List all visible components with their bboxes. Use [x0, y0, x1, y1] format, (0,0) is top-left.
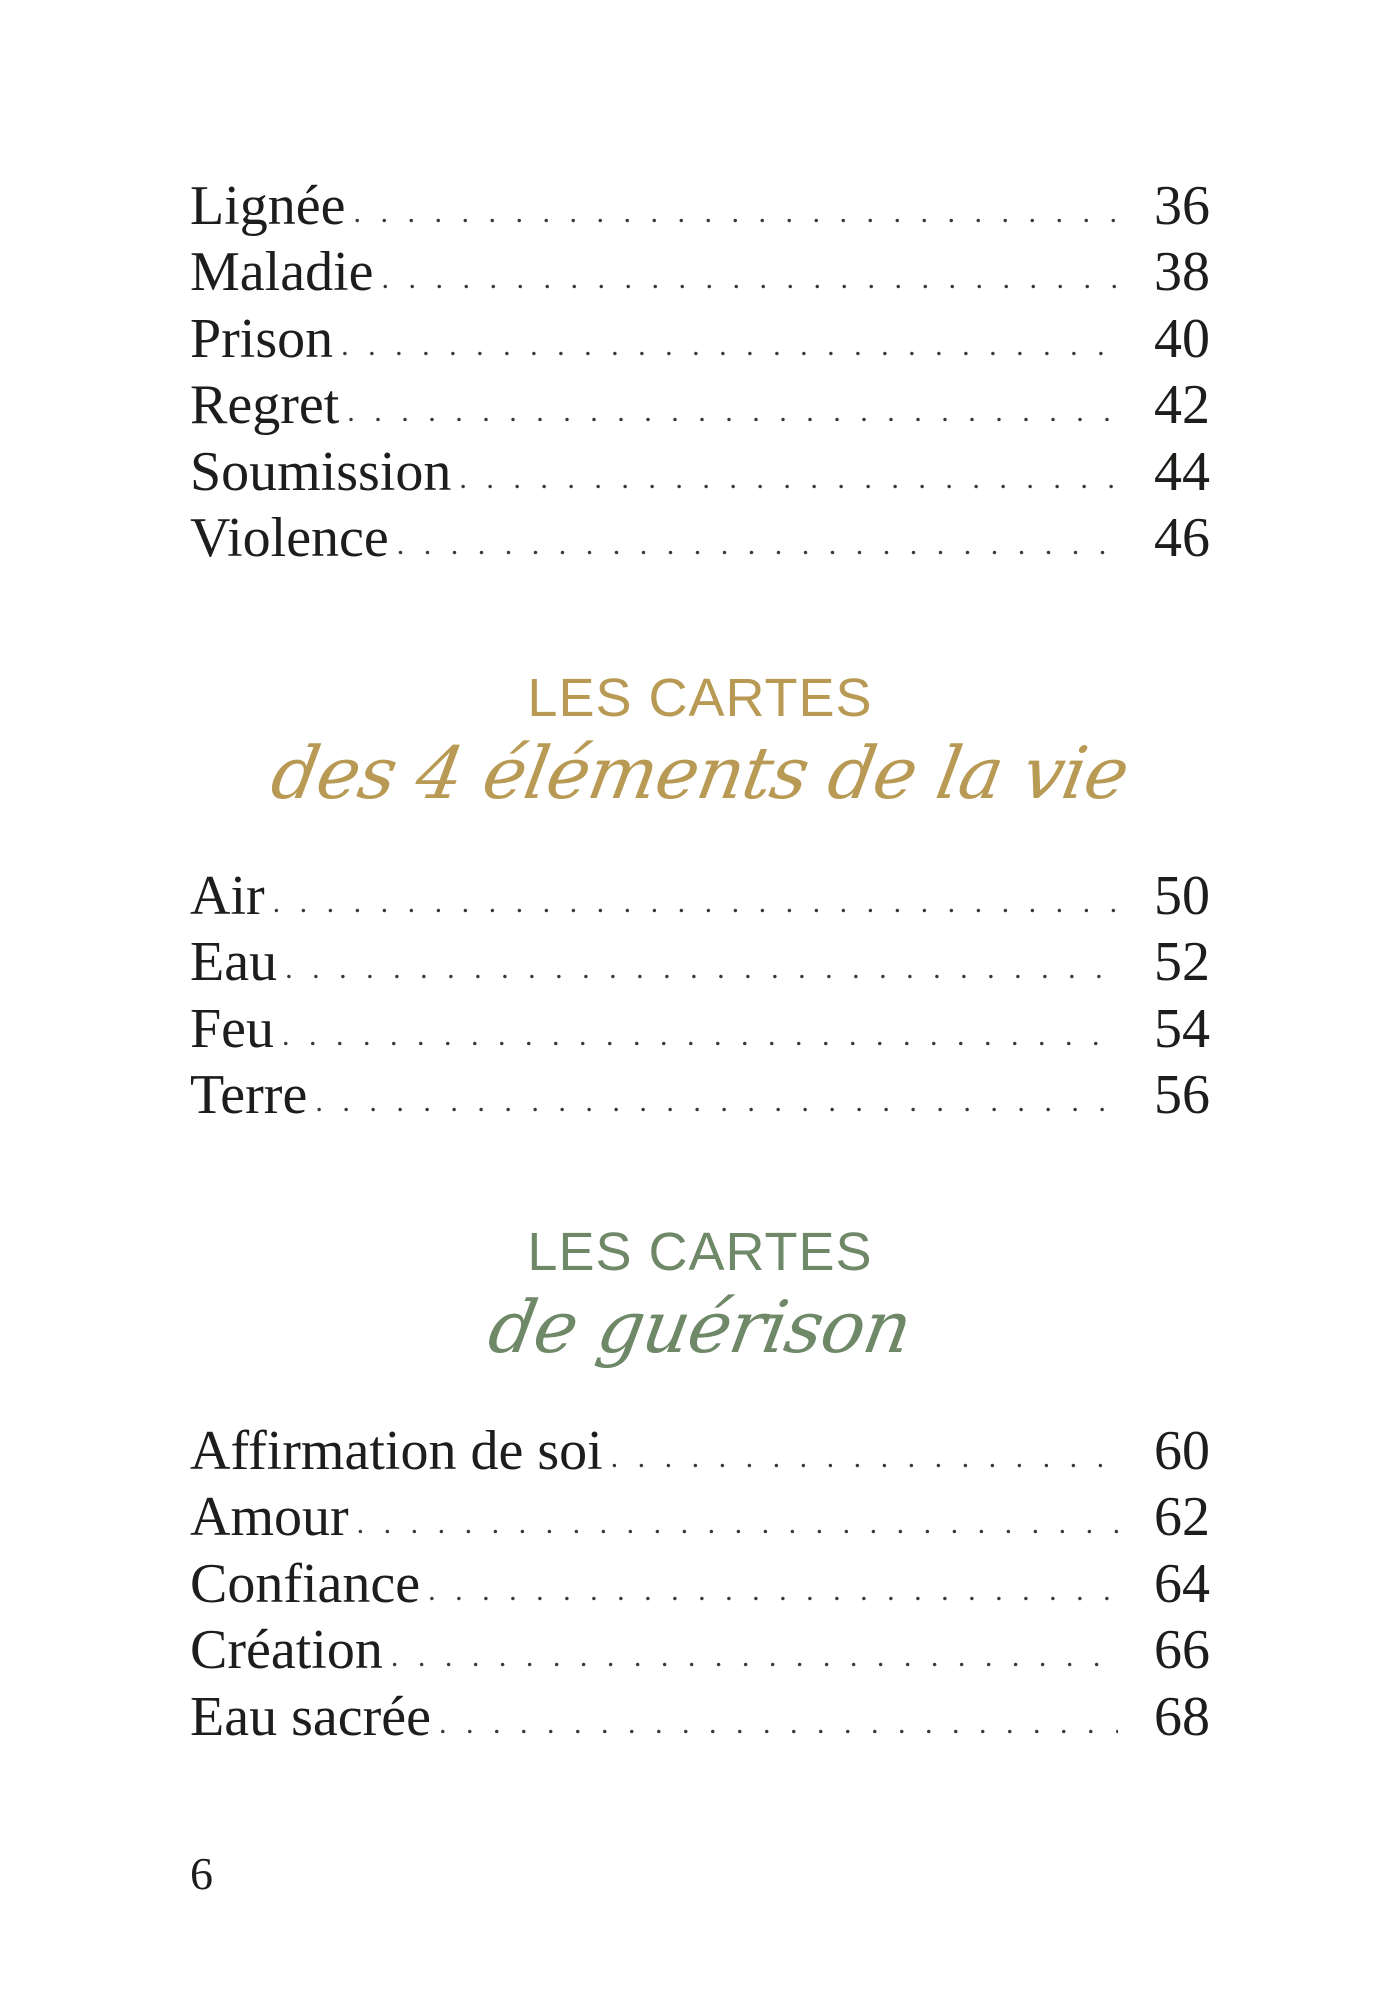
toc-entry-label: Feu	[190, 997, 274, 1060]
toc-entry-page: 42	[1154, 374, 1210, 437]
toc-entry[interactable]	[190, 1617, 1210, 1683]
toc-entry-page: 38	[1154, 241, 1210, 304]
dot-leader	[611, 1425, 1118, 1491]
dot-leader	[315, 1069, 1118, 1135]
dot-leader	[341, 313, 1118, 379]
toc-entry-label: Air	[190, 865, 265, 927]
dot-leader	[285, 936, 1118, 1002]
toc-entry-page: 40	[1154, 307, 1210, 370]
toc-entry-label: Soumission	[190, 440, 452, 503]
dot-leader	[381, 246, 1118, 312]
dot-leader	[357, 1491, 1118, 1557]
toc-entry[interactable]	[190, 1684, 1210, 1750]
toc-entry[interactable]	[190, 929, 1210, 995]
toc-entry-page: 56	[1154, 1064, 1210, 1127]
toc-entry-page: 66	[1154, 1619, 1210, 1682]
toc-entry-page: 50	[1154, 865, 1210, 927]
toc-group-1	[190, 173, 1210, 571]
page-number: 6	[190, 1848, 213, 1899]
dot-leader	[428, 1558, 1118, 1624]
dot-leader	[273, 870, 1118, 936]
toc-entry[interactable]	[190, 1062, 1210, 1128]
toc-entry-page: 62	[1154, 1486, 1210, 1549]
toc-entry-label: Eau	[190, 931, 278, 994]
toc-entry-page: 68	[1154, 1685, 1210, 1748]
toc-entry[interactable]	[190, 505, 1210, 571]
section-script-title: de guérison	[482, 1285, 918, 1369]
dot-leader	[347, 379, 1118, 445]
section-kicker: LES CARTES	[527, 1222, 873, 1282]
toc-entry-page: 54	[1154, 997, 1210, 1060]
toc-entry-label: Terre	[190, 1064, 308, 1127]
toc-entry-page: 64	[1154, 1552, 1210, 1615]
dot-leader	[391, 1624, 1118, 1690]
toc-entry-label: Violence	[190, 506, 389, 569]
toc-entry[interactable]	[190, 1551, 1210, 1617]
toc-entry-label: Maladie	[190, 241, 374, 304]
dot-leader	[353, 180, 1118, 246]
toc-entry[interactable]	[190, 1418, 1210, 1484]
toc-entry[interactable]	[190, 863, 1210, 929]
toc-entry-page: 44	[1154, 440, 1210, 503]
toc-entry-page: 36	[1154, 175, 1210, 237]
toc-entry-page: 60	[1154, 1420, 1210, 1482]
toc-entry-label: Affirmation de soi	[190, 1420, 603, 1482]
toc-entry[interactable]	[190, 173, 1210, 239]
dot-leader	[459, 446, 1118, 512]
toc-entry-label: Lignée	[190, 175, 346, 237]
section-kicker: LES CARTES	[527, 668, 873, 728]
toc-entry[interactable]	[190, 372, 1210, 438]
dot-leader	[439, 1691, 1118, 1757]
section-heading-healing	[0, 1222, 1400, 1372]
toc-group-3	[190, 1418, 1210, 1750]
section-heading-elements	[0, 668, 1400, 818]
toc-entry-label: Création	[190, 1619, 383, 1682]
dot-leader	[397, 512, 1118, 578]
toc-entry[interactable]	[190, 1484, 1210, 1550]
toc-group-2	[190, 863, 1210, 1129]
toc-entry-label: Amour	[190, 1486, 349, 1549]
toc-entry-page: 46	[1154, 506, 1210, 569]
toc-entry-label: Confiance	[190, 1552, 421, 1615]
toc-entry[interactable]	[190, 239, 1210, 305]
toc-entry-label: Prison	[190, 307, 334, 370]
toc-entry-label: Eau sacrée	[190, 1685, 431, 1748]
toc-entry[interactable]	[190, 996, 1210, 1062]
toc-entry[interactable]	[190, 306, 1210, 372]
dot-leader	[282, 1003, 1118, 1069]
toc-entry[interactable]	[190, 439, 1210, 505]
section-script-title: des 4 éléments de la vie	[265, 731, 1135, 815]
toc-entry-label: Regret	[190, 374, 340, 437]
toc-entry-page: 52	[1154, 931, 1210, 994]
